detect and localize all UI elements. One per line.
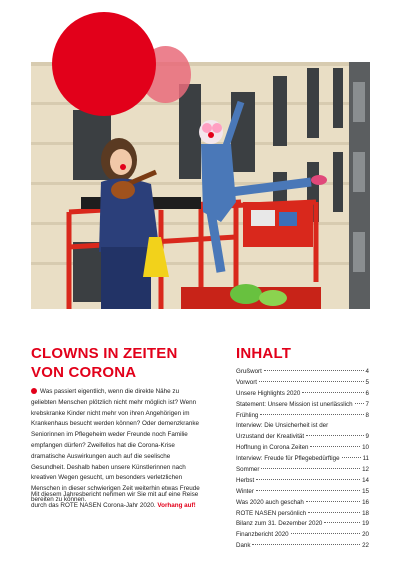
call-to-action: Vorhang auf! bbox=[157, 501, 196, 509]
article-title-line2: VON CORONA bbox=[31, 364, 137, 381]
toc-heading: INHALT bbox=[236, 345, 292, 362]
dot-leader bbox=[308, 512, 360, 513]
dot-leader bbox=[264, 370, 364, 371]
dot-leader bbox=[260, 414, 363, 415]
toc-entry[interactable]: Was 2020 auch geschah 16 bbox=[236, 498, 369, 506]
toc-entry[interactable]: Grußwort 4 bbox=[236, 368, 369, 375]
toc-entry[interactable]: Unsere Highlights 2020 6 bbox=[236, 389, 369, 397]
dot-leader bbox=[256, 490, 360, 491]
article-title-line1: CLOWNS IN ZEITEN bbox=[31, 345, 178, 362]
dot-leader bbox=[291, 533, 360, 534]
toc-entry[interactable]: Winter 15 bbox=[236, 487, 369, 495]
dot-leader bbox=[259, 381, 364, 382]
dot-leader bbox=[261, 468, 360, 469]
dot-leader bbox=[252, 544, 360, 545]
dot-leader bbox=[310, 446, 360, 447]
toc-entry[interactable]: Herbst 14 bbox=[236, 476, 369, 484]
toc-entry[interactable]: Finanzbericht 2020 20 bbox=[236, 531, 369, 539]
outro-paragraph bbox=[31, 490, 201, 512]
toc-entry[interactable]: Interview: Die Unsicherheit ist der bbox=[236, 422, 329, 430]
toc-entry[interactable]: Sommer 12 bbox=[236, 466, 369, 474]
dot-leader bbox=[256, 479, 360, 480]
toc-entry[interactable]: Bilanz zum 31. Dezember 2020 19 bbox=[236, 520, 369, 528]
intro-text: Was passiert eigentlich, wenn die direkte Nähe zu geliebten Menschen plötzlich nicht mehr möglich ist? Wenn krebskranke Kinder nicht mehr von ihren Angehörigen im Krankenhaus besucht werden können? Oder demenzkranke Seniorinnen im Pflegeheim weder Freunde noch Familie empfangen dürfen? Zweifellos hat die Corona-Krise dramatische Auswirkungen auch auf die seelische Gesundheit. Deshalb haben unsere Künstlerinnen nach kreativen Wegen gesucht, um besonders verletzlichen Menschen in dieser schwierigen Zeit weiterhin etwas Freude bereiten zu können. bbox=[31, 388, 200, 503]
decorative-red-circle bbox=[52, 12, 156, 116]
dot-leader bbox=[302, 392, 363, 393]
dot-leader bbox=[306, 501, 360, 502]
outro-text: Mit diesem Jahresbericht nehmen wir Sie mit auf eine Reise durch das ROTE NASEN Corona-Jahr 2020. bbox=[31, 491, 199, 509]
toc-entry[interactable]: Vorwort 5 bbox=[236, 378, 369, 386]
table-of-contents bbox=[236, 367, 369, 552]
toc-entry[interactable]: Dank 22 bbox=[236, 542, 369, 550]
article-title bbox=[31, 344, 201, 382]
toc-entry[interactable]: Interview: Freude für Pflegebedürftige 11 bbox=[236, 455, 369, 463]
dot-leader bbox=[306, 435, 363, 436]
dot-leader bbox=[342, 457, 361, 458]
toc-entry[interactable]: Statement: Unsere Mission ist unerlässlich 7 bbox=[236, 400, 369, 408]
intro-paragraph bbox=[31, 387, 201, 506]
toc-entry[interactable]: Urzustand der Kreativität 9 bbox=[236, 433, 369, 441]
dot-leader bbox=[324, 522, 360, 523]
bullet-dot-icon bbox=[31, 388, 37, 394]
toc-entry[interactable]: Hoffnung in Corona Zeiten 10 bbox=[236, 444, 369, 452]
dot-leader bbox=[355, 403, 364, 404]
toc-entry[interactable]: Frühling 8 bbox=[236, 411, 369, 419]
toc-entry[interactable]: ROTE NASEN persönlich 18 bbox=[236, 509, 369, 517]
